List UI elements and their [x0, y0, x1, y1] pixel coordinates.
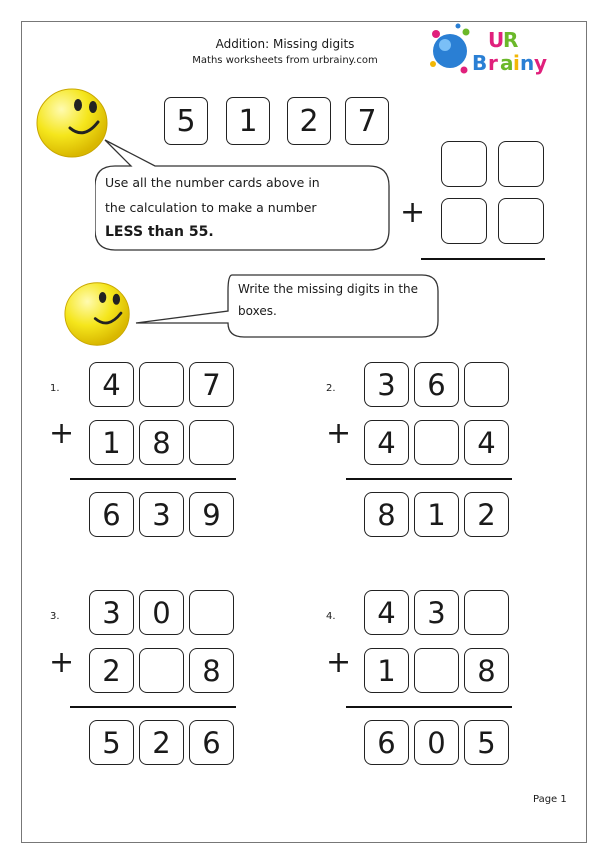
digit-box[interactable]: 9 [189, 492, 234, 537]
bubble-line: Write the missing digits in the [238, 282, 419, 296]
plus-sign: + [326, 645, 352, 680]
digit-box[interactable]: 3 [89, 590, 134, 635]
plus-sign: + [400, 195, 426, 230]
digit-box[interactable]: 6 [189, 720, 234, 765]
sum-line [421, 258, 545, 260]
answer-box[interactable] [498, 198, 544, 244]
digit-box[interactable] [414, 648, 459, 693]
digit-box[interactable]: 7 [189, 362, 234, 407]
speech-bubble-instructions [132, 273, 442, 343]
svg-text:R: R [503, 28, 519, 52]
digit-box[interactable]: 6 [89, 492, 134, 537]
digit-box[interactable]: 8 [189, 648, 234, 693]
digit-box[interactable]: 6 [414, 362, 459, 407]
page-title: Addition: Missing digits [215, 37, 355, 51]
svg-text:n: n [520, 51, 535, 75]
bubble-line-emphasis: LESS than 55. [105, 224, 214, 240]
sum-line [346, 706, 512, 708]
digit-box[interactable] [139, 362, 184, 407]
sum-line [70, 706, 236, 708]
page-number: Page 1 [533, 794, 567, 805]
digit-box[interactable]: 0 [414, 720, 459, 765]
digit-box[interactable]: 1 [364, 648, 409, 693]
digit-box[interactable] [464, 590, 509, 635]
question-number: 2. [326, 383, 336, 394]
digit-box[interactable]: 5 [89, 720, 134, 765]
digit-box[interactable]: 8 [364, 492, 409, 537]
digit-box[interactable]: 3 [139, 492, 184, 537]
digit-box[interactable]: 2 [89, 648, 134, 693]
svg-text:y: y [534, 51, 548, 75]
svg-text:B: B [472, 51, 488, 75]
sum-line [70, 478, 236, 480]
plus-sign: + [49, 416, 75, 451]
speech-bubble-instructions [95, 138, 395, 258]
digit-box[interactable]: 4 [464, 420, 509, 465]
digit-box[interactable]: 4 [364, 590, 409, 635]
plus-sign: + [49, 645, 75, 680]
digit-box[interactable]: 3 [364, 362, 409, 407]
digit-box[interactable]: 2 [139, 720, 184, 765]
bubble-line: Use all the number cards above in [105, 175, 320, 190]
bubble-line: boxes. [238, 304, 277, 318]
smiley-face-icon [62, 280, 134, 348]
digit-box[interactable]: 1 [414, 492, 459, 537]
digit-box[interactable] [189, 590, 234, 635]
svg-text:r: r [488, 51, 498, 75]
page-subtitle: Maths worksheets from urbrainy.com [192, 55, 378, 66]
svg-text:i: i [513, 51, 520, 75]
digit-box[interactable]: 6 [364, 720, 409, 765]
digit-box[interactable]: 0 [139, 590, 184, 635]
digit-box[interactable]: 1 [89, 420, 134, 465]
question-number: 4. [326, 611, 336, 622]
number-card: 1 [226, 97, 270, 145]
answer-box[interactable] [441, 141, 487, 187]
sum-line [346, 478, 512, 480]
bubble-text [238, 278, 434, 322]
digit-box[interactable]: 2 [464, 492, 509, 537]
digit-box[interactable] [414, 420, 459, 465]
digit-box[interactable] [189, 420, 234, 465]
digit-box[interactable]: 3 [414, 590, 459, 635]
answer-box[interactable] [498, 141, 544, 187]
answer-box[interactable] [441, 198, 487, 244]
urbrainy-logo [428, 20, 553, 82]
bubble-text [105, 170, 385, 245]
number-card: 2 [287, 97, 331, 145]
number-card: 7 [345, 97, 389, 145]
digit-box[interactable]: 8 [464, 648, 509, 693]
digit-box[interactable]: 4 [364, 420, 409, 465]
svg-text:a: a [500, 51, 514, 75]
digit-box[interactable]: 8 [139, 420, 184, 465]
question-number: 3. [50, 611, 60, 622]
digit-box[interactable] [464, 362, 509, 407]
digit-box[interactable]: 5 [464, 720, 509, 765]
plus-sign: + [326, 416, 352, 451]
bubble-line: the calculation to make a number [105, 200, 317, 215]
svg-text:U: U [488, 28, 505, 52]
question-number: 1. [50, 383, 60, 394]
digit-box[interactable] [139, 648, 184, 693]
number-card: 5 [164, 97, 208, 145]
digit-box[interactable]: 4 [89, 362, 134, 407]
